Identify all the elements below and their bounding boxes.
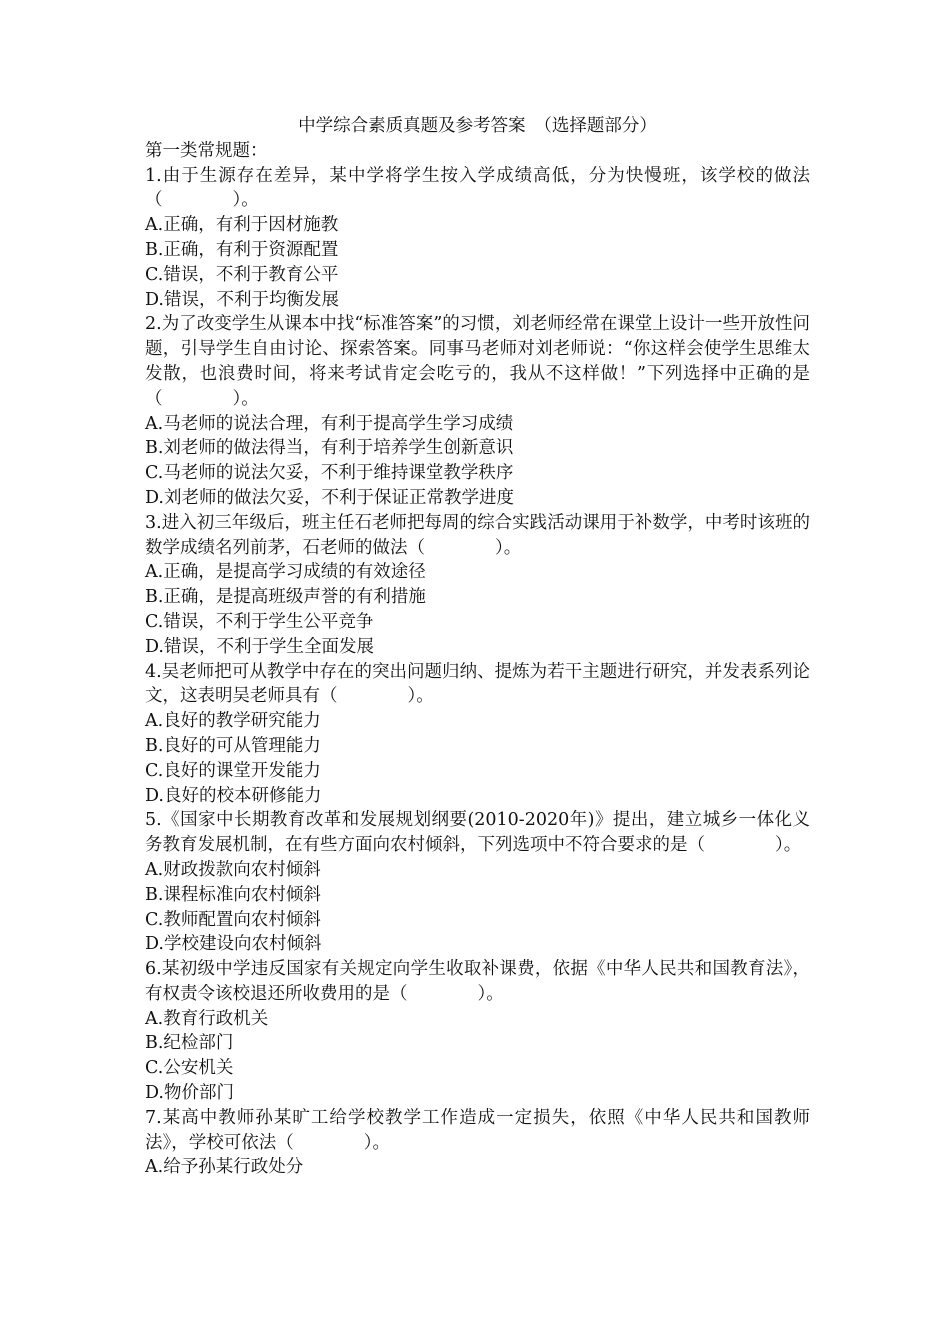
answer-option: C.错误，不利于教育公平 [145,264,339,285]
answer-option: A.教育行政机关 [145,1008,269,1029]
answer-option: B.正确，是提高班级声誉的有利措施 [145,587,426,608]
answer-option: A.正确，是提高学习成绩的有效途径 [145,562,426,583]
document-title: 中学综合素质真题及参考答案 （选择题部分） [298,116,657,136]
question-block [145,660,810,809]
answer-option: C.公安机关 [145,1058,234,1079]
question-block [145,957,810,1106]
question-block [145,164,810,313]
answer-option: B.课程标准向农村倾斜 [145,884,321,905]
answer-option: D.学校建设向农村倾斜 [145,934,322,955]
answer-option: D.刘老师的做法欠妥，不利于保证正常教学进度 [145,487,514,508]
section-heading: 第一类常规题： [145,140,268,161]
question-text: 1.由于生源存在差异，某中学将学生按入学成绩高低，分为快慢班，该学校的做法（ ）。 [145,165,810,211]
answer-option: B.刘老师的做法得当，有利于培养学生创新意识 [145,438,514,459]
question-text: 3.进入初三年级后，班主任石老师把每周的综合实践活动课用于补数学，中考时该班的数学成绩名列前茅，石老师的做法（ ）。 [145,512,810,558]
answer-option: B.纪检部门 [145,1033,234,1054]
answer-option: C.马老师的说法欠妥，不利于维持课堂教学秩序 [145,463,514,484]
question-text: 2.为了改变学生从课本中找“标准答案”的习惯，刘老师经常在课堂上设计一些开放性问题，引导学生自由讨论、探索答案。同事马老师对刘老师说：“你这样会使学生思维太发散，也浪费时间，将来考试肯定会吃亏的，我从不这样做！”下列选择中正确的是（ ）。 [145,314,810,409]
answer-option: A.正确，有利于因材施教 [145,215,339,236]
question-block [145,511,810,660]
question-text: 7.某高中教师孙某旷工给学校教学工作造成一定损失，依照《中华人民共和国教师法》，学校可依法（ ）。 [145,1107,810,1153]
answer-option: B.良好的可从管理能力 [145,735,321,756]
answer-option: B.正确，有利于资源配置 [145,239,339,260]
answer-option: A.财政拨款向农村倾斜 [145,859,321,880]
answer-option: D.错误，不利于学生全面发展 [145,636,374,657]
question-list [145,164,810,1181]
answer-option: D.错误，不利于均衡发展 [145,289,339,310]
question-block [145,1106,810,1180]
answer-option: C.教师配置向农村倾斜 [145,909,321,930]
answer-option: D.良好的校本研修能力 [145,785,322,806]
answer-option: D.物价部门 [145,1083,234,1104]
answer-option: C.错误，不利于学生公平竞争 [145,611,374,632]
answer-option: A.给予孙某行政处分 [145,1157,304,1178]
answer-option: C.良好的课堂开发能力 [145,760,321,781]
question-text: 6.某初级中学违反国家有关规定向学生收取补课费，依据《中华人民共和国教育法》，有权责令该校退还所收费用的是（ ）。 [145,959,810,1004]
question-block [145,312,810,510]
answer-option: A.良好的教学研究能力 [145,711,321,732]
question-text: 4.吴老师把可从教学中存在的突出问题归纳、提炼为若干主题进行研究，并发表系列论文，这表明吴老师具有（ ）。 [145,661,810,707]
question-text: 5.《国家中长期教育改革和发展规划纲要(2010-2020年)》提出，建立城乡一体化义务教育发展机制，在有些方面向农村倾斜，下列选项中不符合要求的是（ ）。 [145,810,810,856]
document-body [145,114,810,1180]
answer-option: A.马老师的说法合理，有利于提高学生学习成绩 [145,413,514,434]
question-block [145,808,810,957]
